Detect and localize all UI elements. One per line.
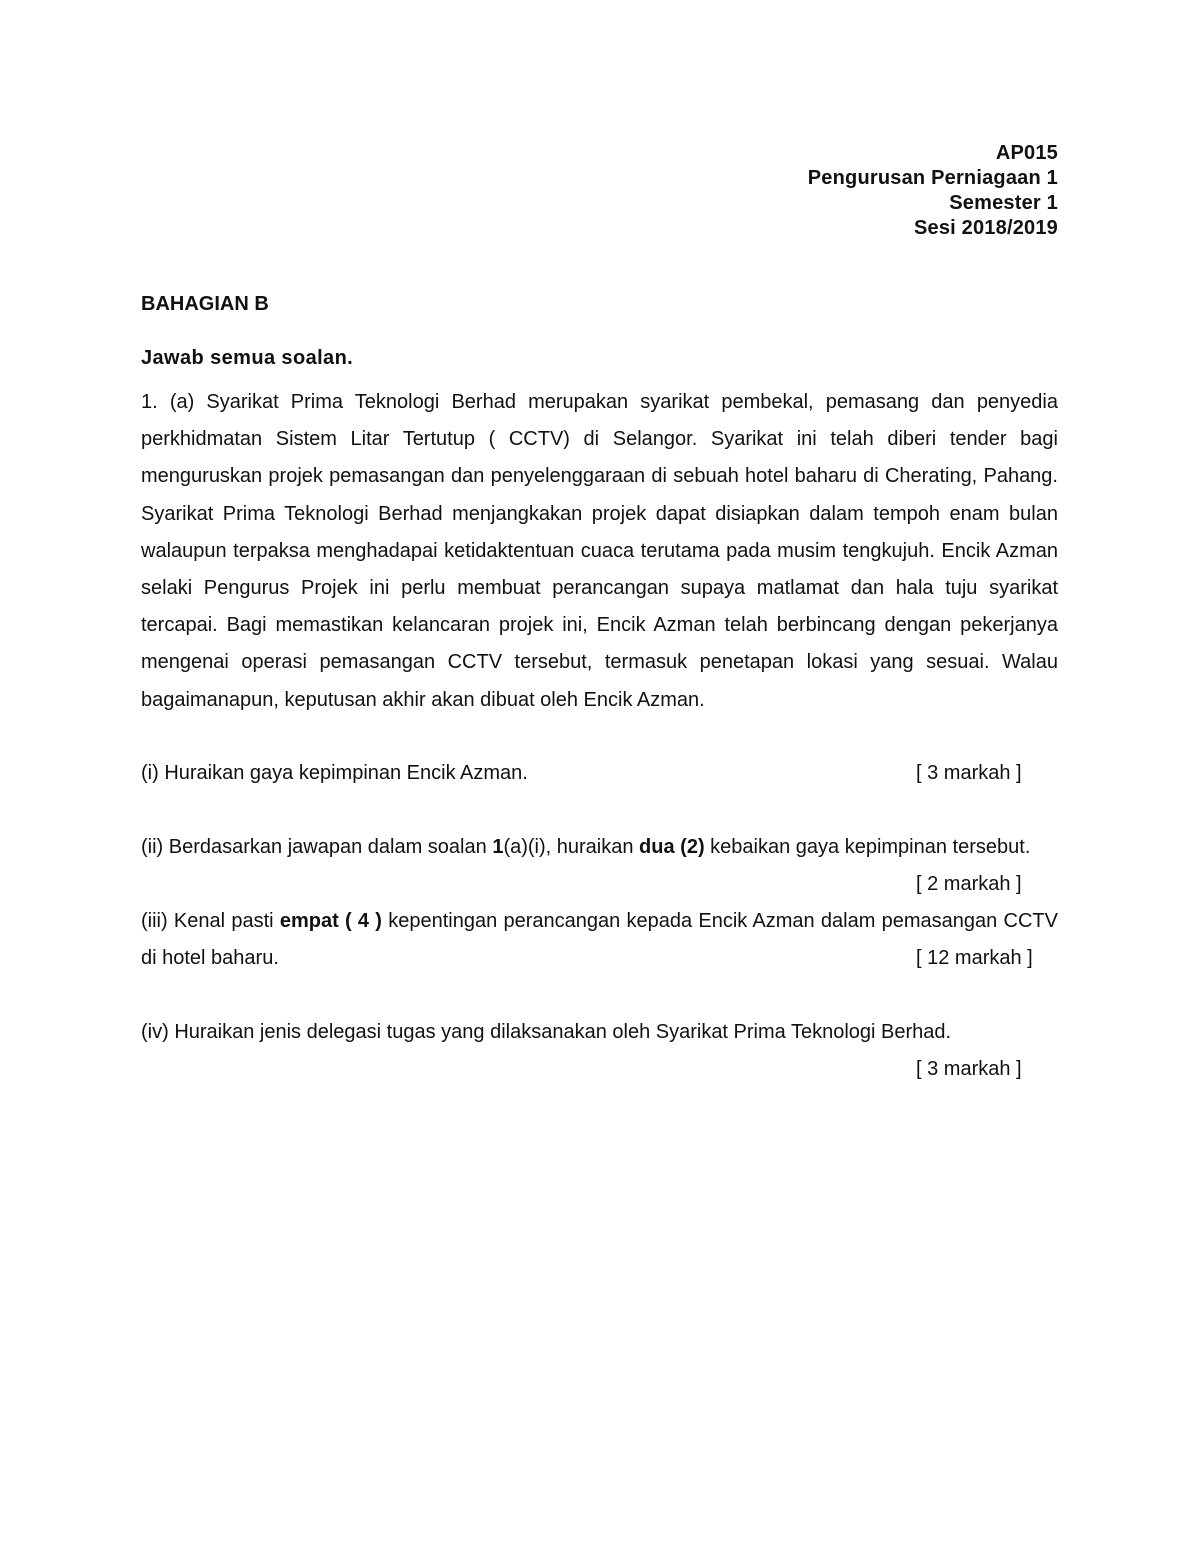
question-1-scenario: 1. (a) Syarikat Prima Teknologi Berhad merupakan syarikat pembekal, pemasang dan penyedia perkhidmatan Sistem Litar Tertutup ( CCTV) di Selangor. Syarikat ini telah diberi tender bagi menguruskan projek pemasangan dan penyelenggaraan di sebuah hotel baharu di Cherating, Pahang. Syarikat Prima Teknologi Berhad menjangkakan projek dapat disiapkan dalam tempoh enam bulan walaupun terpaksa menghadapai ketidaktentuan cuaca terutama pada musim tengkujuh. Encik Azman selaki Pengurus Projek ini perlu membuat perancangan supaya matlamat dan hala tuju syarikat tercapai. Bagi memastikan kelancaran projek ini, Encik Azman telah berbincang dengan pekerjanya mengenai operasi pemasangan CCTV tersebut, termasuk penetapan lokasi yang sesuai. Walau bagaimanapun, keputusan akhir akan dibuat oleh Encik Azman.: [141, 391, 1058, 711]
question-1-i: [141, 755, 1058, 792]
question-1-ii-part1: (ii) Berdasarkan jawapan dalam soalan: [141, 835, 493, 858]
question-1-ii-marks: [ 2 markah ]: [916, 872, 1022, 895]
question-1-iii-marks: [ 12 markah ]: [916, 946, 1033, 969]
document-header: [808, 141, 1058, 241]
question-1-ii-text: [141, 829, 1058, 866]
course-session: Sesi 2018/2019: [913, 217, 1058, 239]
question-1-ii-bold2: dua (2): [639, 835, 705, 858]
question-1-iii-bold1: empat ( 4 ): [279, 909, 382, 932]
question-1-iv-marks: [ 3 markah ]: [916, 1057, 1022, 1080]
course-subject: Pengurusan Perniagaan 1: [807, 167, 1058, 189]
question-1-iii-part1: (iii) Kenal pasti: [141, 909, 280, 932]
question-1-i-text: (i) Huraikan gaya kepimpinan Encik Azman.: [141, 761, 528, 784]
document-body: [141, 290, 1058, 1088]
question-1-ii-part2: (a)(i), huraikan: [503, 835, 640, 858]
question-1-ii-bold1: 1: [492, 835, 504, 858]
question-1-ii-part3: kebaikan gaya kepimpinan tersebut.: [704, 835, 1031, 858]
question-1-iii: [141, 903, 1058, 977]
question-1-ii: [141, 829, 1058, 895]
section-title: BAHAGIAN B: [141, 293, 269, 315]
question-1-iv: [141, 1014, 1058, 1088]
section-instruction: Jawab semua soalan.: [141, 347, 354, 369]
course-semester: Semester 1: [949, 192, 1058, 214]
question-1-iv-text: (iv) Huraikan jenis delegasi tugas yang dilaksanakan oleh Syarikat Prima Teknologi Berhad.: [141, 1020, 952, 1043]
question-1-iii-part2: kepentingan perancangan kepada Encik Azman dalam pemasangan CCTV di hotel baharu.: [141, 909, 1058, 969]
question-1-i-marks: [ 3 markah ]: [916, 761, 1022, 784]
course-code: AP015: [995, 142, 1058, 164]
